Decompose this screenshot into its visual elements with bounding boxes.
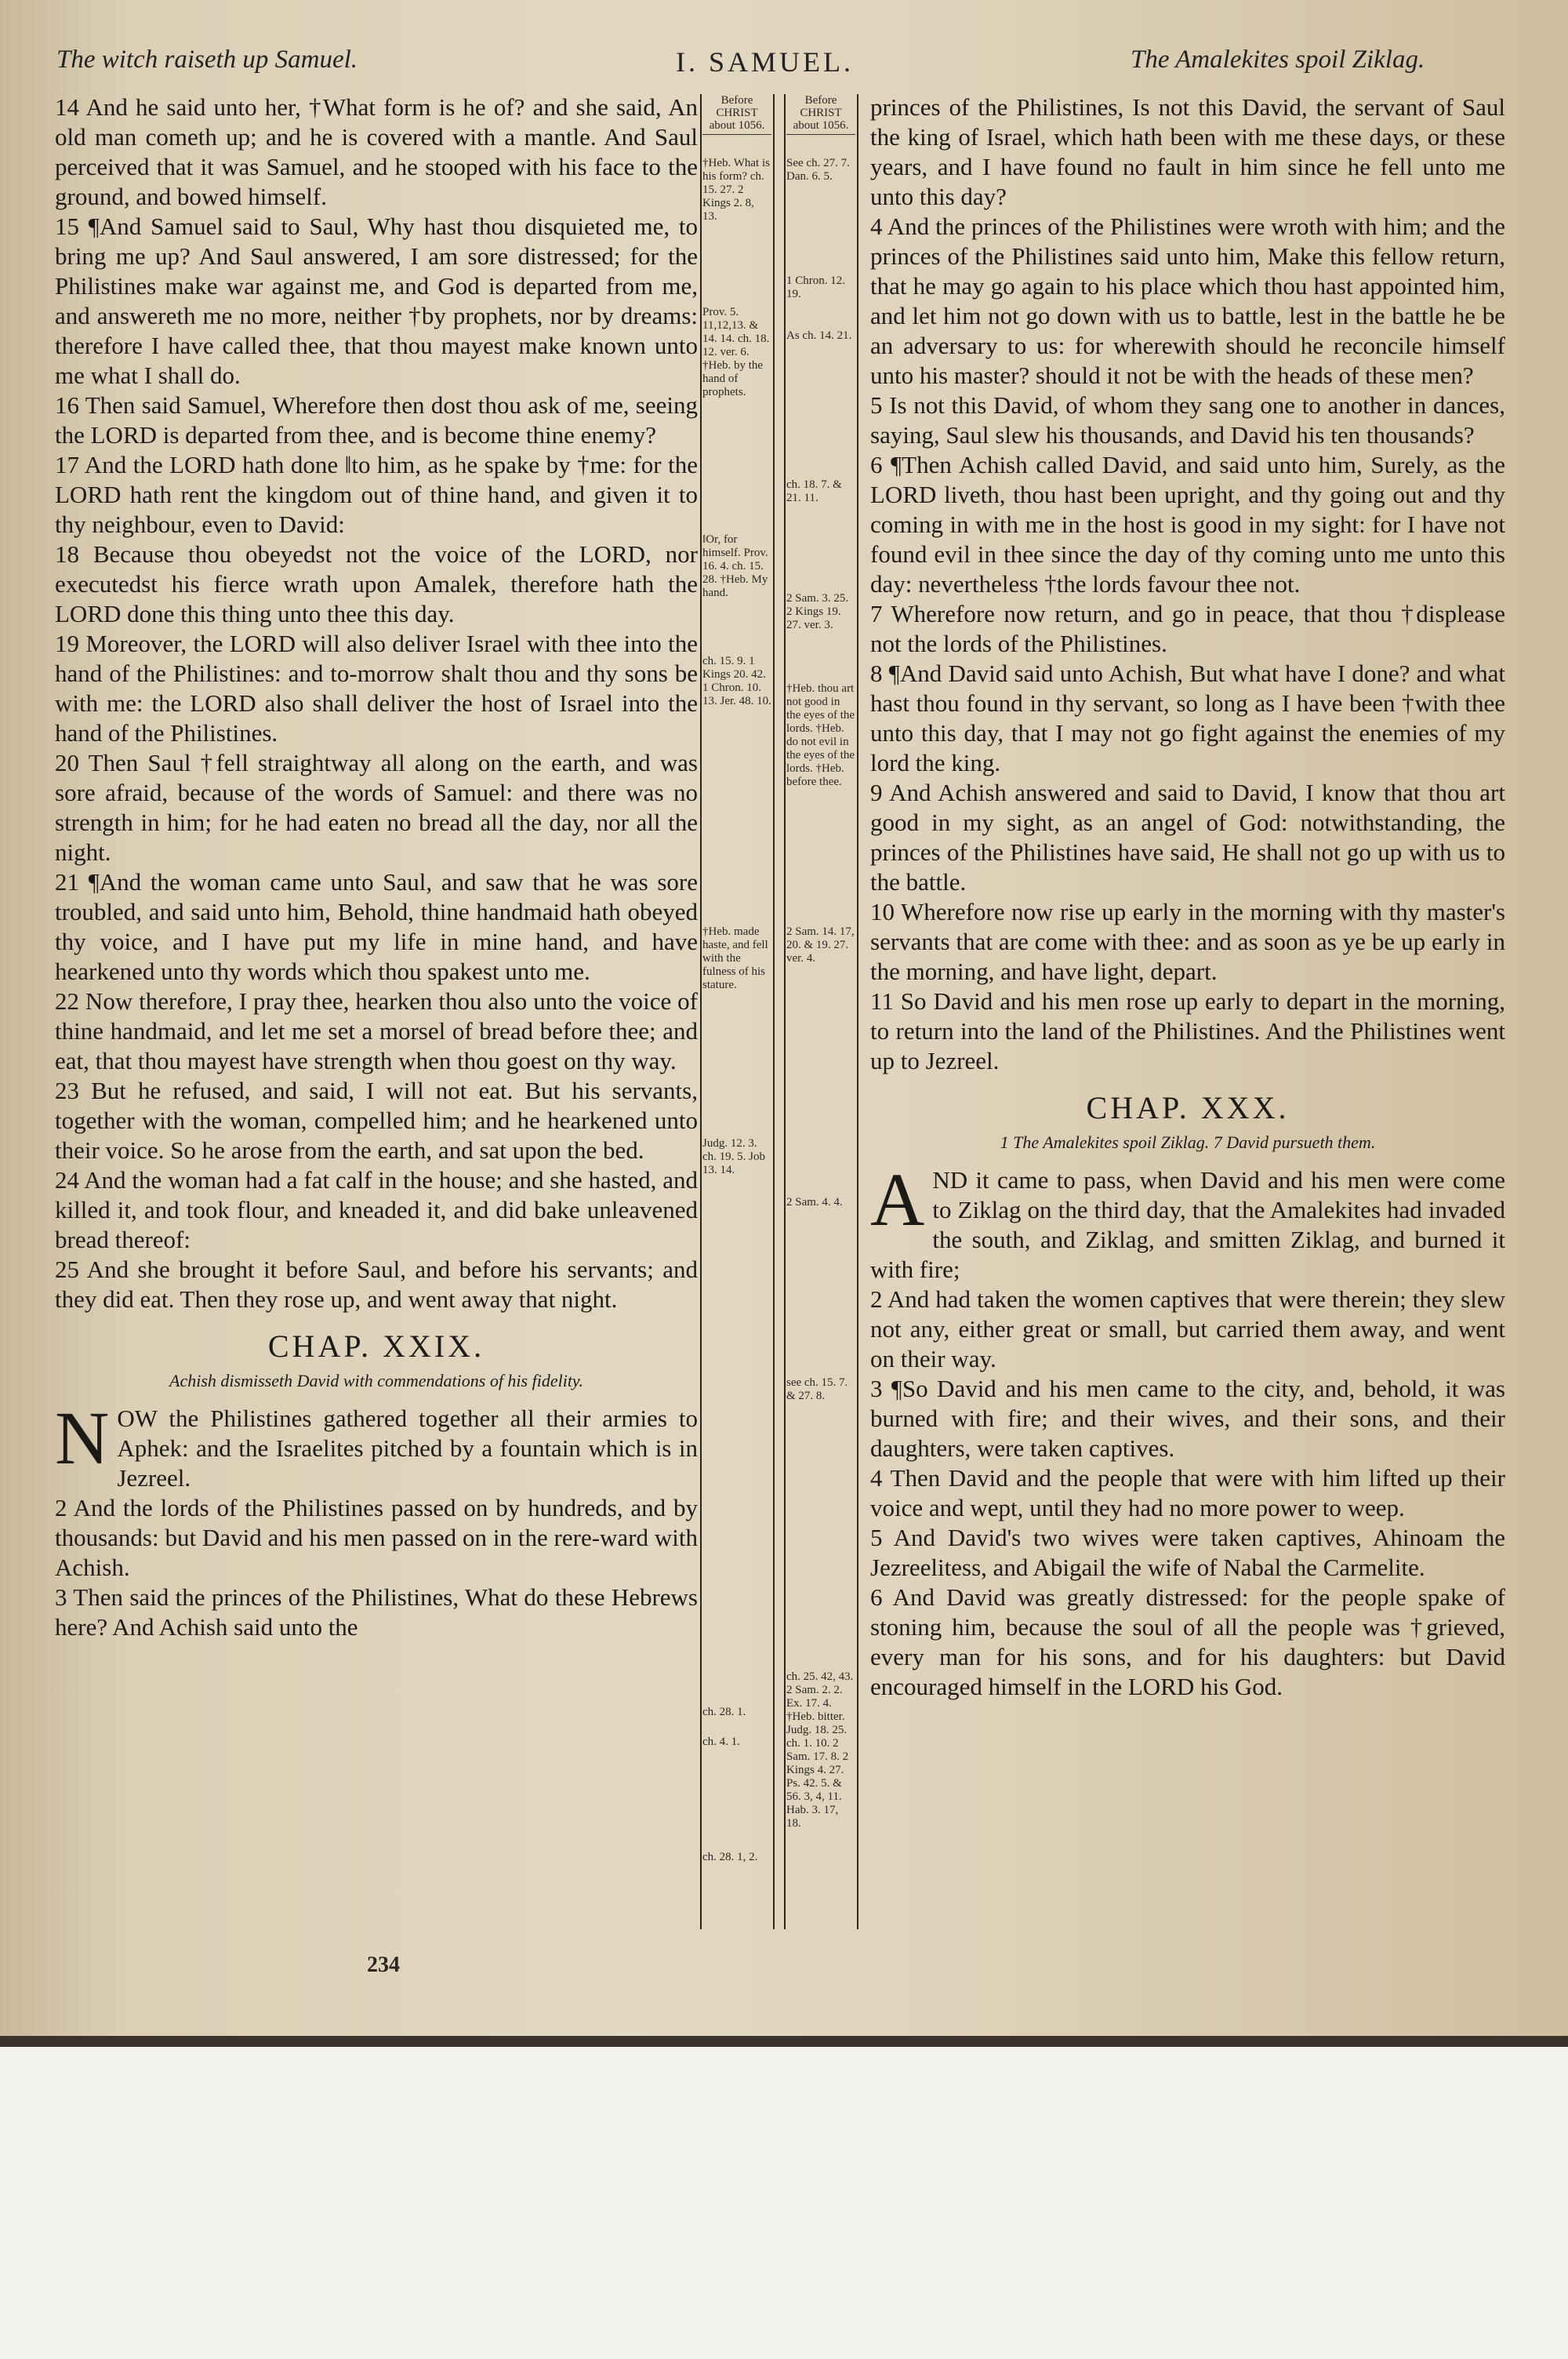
drop-cap: A	[870, 1158, 925, 1241]
margin-note: ch. 25. 42, 43. 2 Sam. 2. 2. Ex. 17. 4. †Heb. bitter. Judg. 18. 25. ch. 1. 10. 2 Sam. 17. 8. 2 Kings 4. 27. Ps. 42. 5. & 56. 3, 4, 11. Hab. 3. 17, 18.	[786, 1670, 854, 1830]
verse: 4 Then David and the people that were with him lifted up their voice and wept, until they had no more power to weep.	[870, 1464, 1505, 1521]
verse: princes of the Philistines, Is not this David, the servant of Saul the king of Israel, which hath been with me these days, or these years, and I have found no fault in him since he fell unto me unto this day?	[870, 93, 1505, 210]
verse: 9 And Achish answered and said to David, I know that thou art good in my sight, as an angel of God: notwithstanding, the princes of the Philistines have said, He shall not go up with us to the battle.	[870, 779, 1505, 896]
verse: 25 And she brought it before Saul, and before his servants; and they did eat. Then they rose up, and went away that night.	[55, 1256, 698, 1313]
running-head-left: The witch raiseth up Samuel.	[56, 45, 358, 74]
running-head-right: The Amalekites spoil Ziklag.	[1131, 45, 1425, 74]
verse: 16 Then said Samuel, Wherefore then dost thou ask of me, seeing the LORD is departed from thee, and is become thine enemy?	[55, 391, 698, 449]
verse: 6 And David was greatly distressed: for the people spake of stoning him, because the soul of all the people was †grieved, every man for his sons, and for his daughters: but David encouraged himself in the LORD his God.	[870, 1583, 1505, 1700]
column-rule	[700, 94, 702, 1929]
margin-note: ch. 18. 7. & 21. 11.	[786, 478, 842, 504]
margin-note: See ch. 27. 7. Dan. 6. 5.	[786, 157, 850, 183]
left-column	[55, 93, 698, 1642]
verse: 11 So David and his men rose up early to depart in the morning, to return into the land of the Philistines. And the Philistines went up to Jezreel.	[870, 987, 1505, 1074]
chapter-summary: Achish dismisseth David with commendations of his fidelity.	[169, 1371, 583, 1390]
margin-note: 2 Sam. 3. 25. 2 Kings 19. 27. ver. 3.	[786, 592, 849, 631]
running-head-center: I. SAMUEL.	[676, 46, 854, 78]
verse: 8 ¶And David said unto Achish, But what have I done? and what hast thou found in thy servant, so long as I have been †with thee unto this day, that I may not go fight against the enemies of my lord the king.	[870, 660, 1505, 776]
verse: 5 And David's two wives were taken captives, Ahinoam the Jezreelitess, and Abigail the wife of Nabal the Carmelite.	[870, 1524, 1505, 1581]
verse: ND it came to pass, when David and his men were come to Ziklag on the third day, that the Amalekites had invaded the south, and Ziklag, and smitten Ziklag, and burned it with fire;	[870, 1166, 1505, 1283]
drop-cap: N	[55, 1396, 110, 1480]
verse: 20 Then Saul †fell straightway all along on the earth, and was sore afraid, because of the words of Samuel: and there was no strength in him; for he had eaten no bread all the day, nor all the night.	[55, 749, 698, 866]
verse: 2 And had taken the women captives that were therein; they slew not any, either great or small, but carried them away, and went on their way.	[870, 1285, 1505, 1372]
margin-note: ch. 28. 1.	[702, 1706, 746, 1718]
column-rule	[857, 94, 858, 1929]
chapter-heading: CHAP. XXIX.	[267, 1329, 485, 1364]
margin-note: As ch. 14. 21.	[786, 329, 852, 342]
margin-note: 1 Chron. 12. 19.	[786, 274, 845, 300]
verse: OW the Philistines gathered together all their armies to Aphek: and the Israelites pitched by a fountain which is in Jezreel.	[117, 1405, 698, 1492]
verse: 17 And the LORD hath done ‖to him, as he spake by †me: for the LORD hath rent the kingdom out of thine hand, and given it to thy neighbour, even to David:	[55, 451, 698, 538]
verse: 7 Wherefore now return, and go in peace, that thou †displease not the lords of the Philistines.	[870, 600, 1505, 657]
margin-date-header: Before CHRIST about 1056.	[786, 94, 855, 135]
verse: 3 Then said the princes of the Philistines, What do these Hebrews here? And Achish said unto the	[55, 1583, 698, 1641]
verse: 4 And the princes of the Philistines were wroth with him; and the princes of the Philistines said unto him, Make this fellow return, that he may go again to his place which thou hast appointed him, and let him not go down with us to battle, lest in the battle he be an adversary to us: for wherewith should he reconcile himself unto his master? should it not be with the heads of these men?	[870, 213, 1505, 389]
column-rule	[784, 94, 786, 1929]
verse: 21 ¶And the woman came unto Saul, and saw that he was sore troubled, and said unto him, Behold, thine handmaid hath obeyed thy voice, and I have put my life in mine hand, and have hearkened unto thy words which thou spakest unto me.	[55, 868, 698, 985]
margin-note: Prov. 5. 11,12,13. & 14. 14. ch. 18. 12. ver. 6. †Heb. by the hand of prophets.	[702, 306, 770, 398]
margin-note: see ch. 15. 7. & 27. 8.	[786, 1376, 848, 1402]
verse: 15 ¶And Samuel said to Saul, Why hast thou disquieted me, to bring me up? And Saul answered, I am sore distressed; for the Philistines make war against me, and God is departed from me, and answereth me no more, neither †by prophets, nor by dreams: therefore I have called thee, that thou mayest make known unto me what I shall do.	[55, 213, 698, 389]
margin-date-header: Before CHRIST about 1056.	[702, 94, 771, 135]
margin-note: 2 Sam. 4. 4.	[786, 1196, 843, 1209]
verse: 14 And he said unto her, †What form is he of? and she said, An old man cometh up; and he is covered with a mantle. And Saul perceived that it was Samuel, and he stooped with his face to the ground, and bowed himself.	[55, 93, 698, 210]
margin-note: ch. 28. 1, 2.	[702, 1851, 758, 1863]
margin-note: ch. 4. 1.	[702, 1736, 740, 1748]
margin-note: 2 Sam. 14. 17, 20. & 19. 27. ver. 4.	[786, 925, 855, 965]
verse: 22 Now therefore, I pray thee, hearken thou also unto the voice of thine handmaid, and let me set a morsel of bread before thee; and eat, that thou mayest have strength when thou goest on thy way.	[55, 987, 698, 1074]
page-number: 234	[367, 1953, 400, 1977]
verse: 6 ¶Then Achish called David, and said unto him, Surely, as the LORD liveth, thou hast been upright, and thy going out and thy coming in with me in the host is good in my sight: for I have not found evil in thee since the day of thy coming unto me unto this day: nevertheless †the lords favour thee not.	[870, 451, 1505, 598]
verse: 23 But he refused, and said, I will not eat. But his servants, together with the woman, compelled him; and he hearkened unto their voice. So he arose from the earth, and sat upon the bed.	[55, 1077, 698, 1164]
margin-note: †Heb. made haste, and fell with the fulness of his stature.	[702, 925, 768, 991]
chapter-summary: 1 The Amalekites spoil Ziklag. 7 David pursueth them.	[1000, 1132, 1376, 1152]
verse: 2 And the lords of the Philistines passed on by hundreds, and by thousands: but David and his men passed on in the rere-ward with Achish.	[55, 1494, 698, 1581]
margin-note: ‖Or, for himself. Prov. 16. 4. ch. 15. 28. †Heb. My hand.	[702, 533, 768, 599]
background-surface	[0, 2047, 1568, 2359]
verse: 3 ¶So David and his men came to the city, and, behold, it was burned with fire; and their wives, and their sons, and their daughters, were taken captives.	[870, 1375, 1505, 1462]
verse: 18 Because thou obeyedst not the voice of the LORD, nor executedst his fierce wrath upon Amalek, therefore hath the LORD done this thing unto thee this day.	[55, 540, 698, 627]
verse: 5 Is not this David, of whom they sang one to another in dances, saying, Saul slew his thousands, and David his ten thousands?	[870, 391, 1505, 449]
margin-note: †Heb. thou art not good in the eyes of the lords. †Heb. do not evil in the eyes of the lords. †Heb. before thee.	[786, 682, 855, 788]
margin-note: Judg. 12. 3. ch. 19. 5. Job 13. 14.	[702, 1137, 765, 1176]
margin-note: †Heb. What is his form? ch. 15. 27. 2 Kings 2. 8, 13.	[702, 157, 770, 223]
right-column	[870, 93, 1505, 1702]
margin-note: ch. 15. 9. 1 Kings 20. 42. 1 Chron. 10. 13. Jer. 48. 10.	[702, 655, 771, 707]
chapter-heading: CHAP. XXX.	[1086, 1090, 1290, 1125]
right-margin-notes	[786, 94, 855, 1929]
left-margin-notes	[702, 94, 771, 1929]
column-rule	[773, 94, 775, 1929]
verse: 19 Moreover, the LORD will also deliver Israel with thee into the hand of the Philistines: and to-morrow shalt thou and thy sons be with me: the LORD also shall deliver the host of Israel into the hand of the Philistines.	[55, 630, 698, 747]
verse: 10 Wherefore now rise up early in the morning with thy master's servants that are come with thee: and as soon as ye be up early in the morning, and have light, depart.	[870, 898, 1505, 985]
verse: 24 And the woman had a fat calf in the house; and she hasted, and killed it, and took flour, and kneaded it, and did bake unleavened bread thereof:	[55, 1166, 698, 1253]
